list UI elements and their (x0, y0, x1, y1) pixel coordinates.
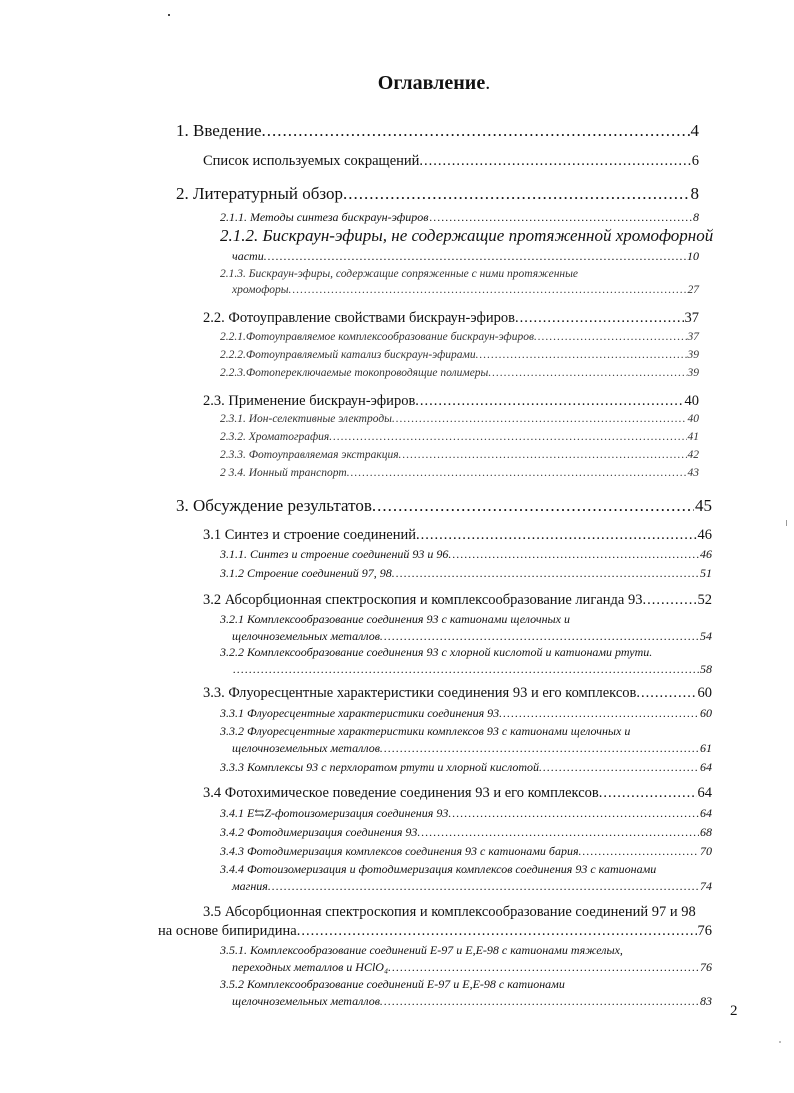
toc-page: 46 (697, 527, 712, 543)
toc-label: 2.2.1.Фотоуправляемое комплексообразование бискраун-эфиров. (220, 331, 537, 343)
toc-leader (351, 467, 687, 479)
toc-page: 46 (700, 547, 712, 561)
toc-entry-2-1-2[interactable] (232, 249, 699, 264)
toc-entry-2-2-2[interactable] (220, 349, 699, 361)
toc-leader (420, 393, 684, 410)
toc-page: 37 (687, 331, 699, 343)
toc-label: 2.3.3. Фотоуправляемая экстракция. (220, 449, 402, 461)
toc-label: 2.2.2.Фотоуправляемый катализ бискраун-эфирами. (220, 349, 479, 361)
toc-entry-3-5-2-line1[interactable]: 3.5.2 Комплексообразование соединений E-97 и E,E-98 с катионами (220, 977, 565, 991)
toc-entry-3-2-2[interactable] (232, 662, 712, 677)
scan-speck (786, 520, 787, 526)
toc-label: переходных металлов и HClO₄. (232, 960, 392, 974)
toc-leader (396, 413, 687, 425)
toc-label: 3.1.1. Синтез и строение соединений 93 и 96. (220, 547, 452, 561)
toc-leader (503, 706, 699, 721)
toc-page: 64 (700, 806, 712, 820)
toc-entry-abbreviations[interactable] (203, 153, 699, 170)
toc-label: 2.3.2. Хроматография. (220, 431, 333, 443)
toc-page: 42 (687, 449, 699, 461)
toc-label: Список используемых сокращений. (203, 153, 424, 169)
toc-leader (268, 249, 686, 264)
toc-label: 3.4.3 Фотодимеризация комплексов соединения 93 с катионами бария. (220, 844, 582, 858)
page-title: Оглавление. (377, 72, 491, 94)
toc-entry-3-2-1-line1[interactable]: 3.2.1 Комплексообразование соединения 93 с катионами щелочных и (220, 612, 570, 626)
toc-entry-2-2[interactable] (203, 310, 699, 327)
toc-label: 3.3. Флуоресцентные характеристики соединения 93 и его комплексов. (203, 685, 640, 701)
toc-leader (421, 527, 697, 544)
toc-leader (348, 184, 689, 204)
toc-leader (452, 547, 699, 562)
toc-label: 3.4 Фотохимическое поведение соединения 93 и его комплексов. (203, 785, 603, 801)
toc-leader (384, 741, 699, 756)
toc-entry-2-3-4[interactable] (220, 467, 699, 479)
toc-entry-3-2[interactable] (203, 592, 712, 609)
toc-leader (583, 844, 699, 859)
toc-leader (603, 785, 696, 802)
toc-leader (424, 153, 691, 170)
toc-entry-2-1-3[interactable] (232, 284, 699, 296)
toc-label: 2.2.3.Фотопереключаемые токопроводящие полимеры. (220, 367, 492, 379)
toc-leader (543, 760, 699, 775)
toc-entry-3-4-2[interactable] (220, 825, 712, 840)
toc-leader (233, 662, 699, 677)
toc-entry-introduction[interactable] (176, 121, 699, 141)
toc-leader (272, 879, 699, 894)
toc-leader (292, 284, 686, 296)
toc-label: 2.3.1. Ион-селективные электроды. (220, 413, 395, 425)
scan-speck (168, 14, 170, 16)
toc-label: 2. Литературный обзор. (176, 184, 348, 203)
toc-entry-3-4-4-line1[interactable]: 3.4.4 Фотоизомеризация и фотодимеризация комплексов соединения 93 с катионами (220, 862, 657, 876)
toc-leader (333, 431, 686, 443)
toc-page: 83 (700, 994, 712, 1008)
toc-leader (384, 629, 699, 644)
toc-label: 2.3. Применение бискраун-эфиров. (203, 393, 419, 409)
toc-label: части. (232, 249, 267, 263)
toc-leader (267, 121, 690, 141)
toc-entry-3-4-3[interactable] (220, 844, 712, 859)
toc-page: 45 (695, 496, 712, 515)
toc-page: 37 (684, 310, 699, 326)
toc-page: 10 (687, 249, 699, 263)
toc-page: 60 (697, 685, 712, 701)
toc-entry-3-1-1[interactable] (220, 547, 712, 562)
toc-entry-3-1[interactable] (203, 527, 712, 544)
toc-label: 3.1.2 Строение соединений 97, 98. (220, 566, 395, 580)
toc-entry-2-3-2[interactable] (220, 431, 699, 443)
toc-leader (377, 496, 694, 516)
toc-entry-3-5[interactable] (158, 923, 712, 940)
toc-entry-3-5-1[interactable] (232, 960, 712, 975)
toc-entry-3-2-2-line1[interactable]: 3.2.2 Комплексообразование соединения 93 с хлорной кислотой и катионами ртути. (220, 645, 653, 659)
toc-page: 41 (687, 431, 699, 443)
toc-entry-2-1-3-line1[interactable]: 2.1.3. Бискраун-эфиры, содержащие сопряженные с ними протяженные (220, 268, 579, 280)
toc-page: 64 (700, 760, 712, 774)
toc-page: 52 (697, 592, 712, 608)
toc-page: 76 (697, 923, 712, 939)
toc-page: 74 (700, 879, 712, 893)
toc-label: 2.1.1. Методы синтеза бискраун-эфиров (220, 210, 429, 224)
toc-entry-3-3-3[interactable] (220, 760, 712, 775)
toc-entry-2-3[interactable] (203, 393, 699, 410)
toc-page: 40 (687, 413, 699, 425)
toc-entry-2-2-1[interactable] (220, 331, 699, 343)
toc-page: 43 (687, 467, 699, 479)
toc-page: 70 (700, 844, 712, 858)
toc-page: 51 (700, 566, 712, 580)
toc-page: 68 (700, 825, 712, 839)
toc-label: 3.3.3 Комплексы 93 с перхлоратом ртути и хлорной кислотой. (220, 760, 543, 774)
toc-entry-3-4-4[interactable] (232, 879, 712, 894)
toc-label: 1. Введение. (176, 121, 266, 140)
toc-page: 60 (700, 706, 712, 720)
toc-label: щелочноземельных металлов. (232, 741, 383, 755)
toc-entry-3-4[interactable] (203, 785, 712, 802)
toc-leader (647, 592, 696, 609)
toc-entry-2-3-3[interactable] (220, 449, 699, 461)
toc-page: 40 (684, 393, 699, 409)
toc-label: 3. Обсуждение результатов. (176, 496, 377, 515)
toc-page: 27 (687, 284, 699, 296)
toc-entry-3-3[interactable] (203, 685, 712, 702)
scan-speck (779, 1041, 781, 1043)
toc-page: 6 (691, 153, 699, 169)
toc-entry-2-1-1[interactable] (220, 210, 699, 225)
toc-entry-discussion[interactable] (176, 496, 712, 516)
toc-page: 76 (700, 960, 712, 974)
toc-label: магния. (232, 879, 271, 893)
toc-leader (492, 367, 686, 379)
toc-leader (301, 923, 696, 940)
toc-entry-2-3-1[interactable] (220, 413, 699, 425)
toc-page: 39 (687, 349, 699, 361)
toc-page: 8 (690, 184, 699, 203)
toc-entry-3-5-1-line1[interactable]: 3.5.1. Комплексообразование соединений E-97 и E,E-98 с катионами тяжелых, (220, 943, 623, 957)
toc-leader (452, 806, 699, 821)
toc-label: хромофоры. (232, 284, 292, 296)
toc-leader (384, 994, 699, 1009)
toc-entry-3-5-2[interactable] (232, 994, 712, 1009)
toc-leader (429, 210, 692, 225)
toc-entry-3-3-2[interactable] (232, 741, 712, 756)
toc-leader (520, 310, 684, 327)
toc-page: 54 (700, 629, 712, 643)
toc-leader (396, 566, 699, 581)
toc-label: 3.3.1 Флуоресцентные характеристики соединения 93. (220, 706, 503, 720)
toc-entry-2-1-2-line1[interactable]: 2.1.2. Бискраун-эфиры, не содержащие протяженной хромофорной (220, 226, 714, 245)
toc-leader (538, 331, 687, 343)
toc-leader (421, 825, 699, 840)
toc-leader (479, 349, 686, 361)
toc-page: 8 (693, 210, 699, 224)
toc-page: 64 (697, 785, 712, 801)
toc-label: щелочноземельных металлов. (232, 994, 383, 1008)
toc-page: 61 (700, 741, 712, 755)
toc-label: 2.2. Фотоуправление свойствами бискраун-эфиров. (203, 310, 519, 326)
toc-entry-3-5-line1[interactable]: 3.5 Абсорбционная спектроскопия и комплексообразование соединений 97 и 98 (203, 904, 696, 920)
toc-page: 4 (690, 121, 699, 140)
toc-entry-3-4-1[interactable] (220, 806, 712, 821)
toc-entry-2-2-3[interactable] (220, 367, 699, 379)
toc-label: 3.1 Синтез и строение соединений. (203, 527, 420, 543)
page-number: 2 (730, 1003, 738, 1019)
toc-entry-literature-review[interactable] (176, 184, 699, 204)
toc-label: 3.4.1 E⇆Z-фотоизомеризация соединения 93. (220, 806, 452, 820)
toc-label: 2 3.4. Ионный транспорт. (220, 467, 350, 479)
toc-entry-3-3-2-line1[interactable]: 3.3.2 Флуоресцентные характеристики комплексов 93 с катионами щелочных и (220, 724, 631, 738)
toc-page: 39 (687, 367, 699, 379)
toc-label: щелочноземельных металлов. (232, 629, 383, 643)
toc-page: 58 (700, 662, 712, 676)
toc-leader (392, 960, 699, 975)
toc-leader (402, 449, 686, 461)
toc-entry-3-1-2[interactable] (220, 566, 712, 581)
toc-label: на основе бипиридина. (158, 923, 301, 939)
toc-entry-3-3-1[interactable] (220, 706, 712, 721)
toc-label: 3.2 Абсорбционная спектроскопия и комплексообразование лиганда 93. (203, 592, 647, 608)
toc-entry-3-2-1[interactable] (232, 629, 712, 644)
toc-label: 3.4.2 Фотодимеризация соединения 93. (220, 825, 421, 839)
toc-leader (641, 685, 697, 702)
